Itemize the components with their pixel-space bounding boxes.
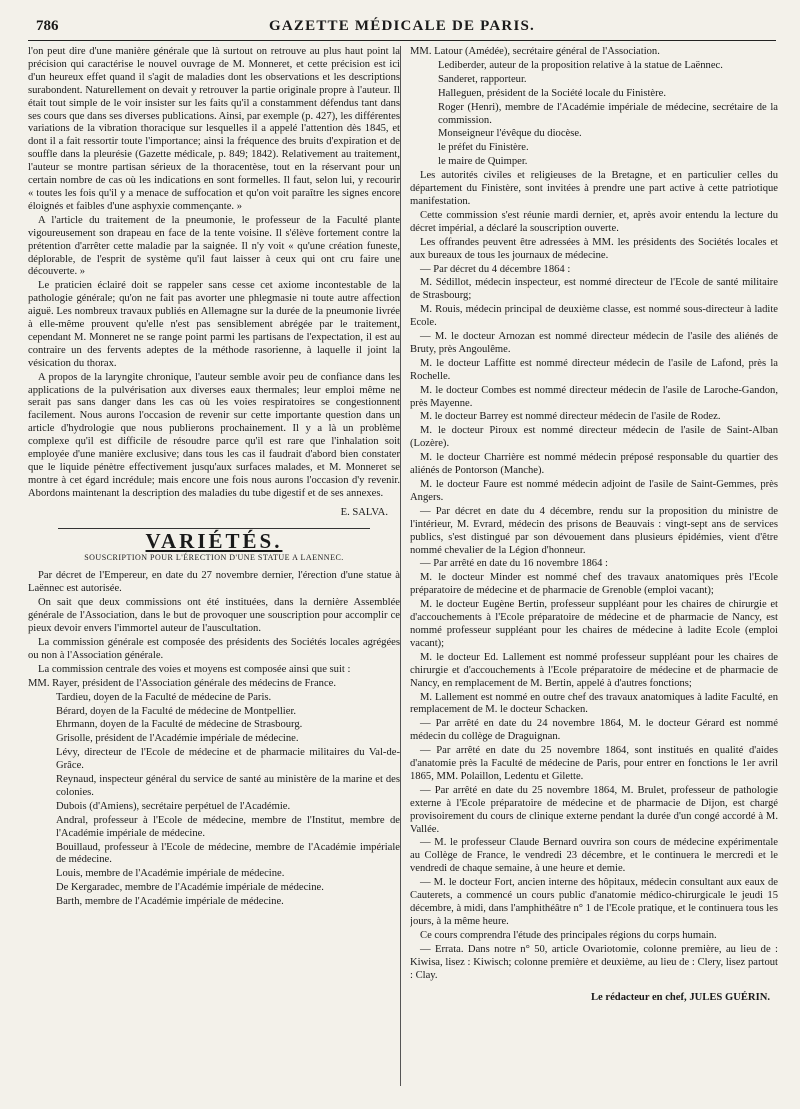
news-item: — Par arrêté en date du 25 novembre 1864, sont institués en qualité d'aides d'anatomie près la Faculté de médecine de Paris, pour entrer en fonctions le 1er avril 1865, MM. Polaillon, Ledentu et Gilette.	[410, 745, 778, 782]
paragraph: Les offrandes peuvent être adressées à MM. les présidents des Sociétés locales et aux bureaux de tous les journaux de médecine.	[410, 236, 778, 261]
news-item: M. le docteur Faure est nommé médecin adjoint de l'asile de Saint-Gemmes, près Angers.	[410, 479, 778, 503]
member-entry: Barth, membre de l'Académie impériale de médecine.	[56, 896, 284, 908]
section-subheading: SOUSCRIPTION POUR L'ÉRECTION D'UNE STATUE A LAENNEC.	[84, 552, 344, 562]
paragraph: A propos de la laryngite chronique, l'auteur semble avoir peu de confiance dans les applications de la pulvérisation aux diverses eaux thermales; leur emploi même ne serait pas sans danger dans les cas où les voies respiratoires se congestionnent facilement. Nous aurons l'occasion de revenir sur cette importante question dans un article d'hydrologie que nous publierons prochainement. Il y a là un problème complexe qu'il est difficile de résoudre parce qu'il est rare que l'inhalation soit employée d'une manière exclusive; dans tous les cas il faudrait d'abord bien constater que le liquide pénètre effectivement jusqu'aux surfaces malades, et M. Monneret se montre à cet égard incrédule; mais encore une fois nous aurons l'occasion d'y revenir. Abordons maintenant la description des maladies du tube digestif et de ses annexes.	[28, 371, 400, 499]
news-item: M. le docteur Ed. Lallement est nommé professeur suppléant pour les chaires de chirurgie et d'accouchements à l'Ecole préparatoire de médecine et de pharmacie de Nancy, en remplacement de M. Bertin, appelé à d'autres fonctions;	[410, 651, 778, 689]
paragraph: l'on peut dire d'une manière générale que là surtout on retrouve au plus haut point la précision qui caractérise le nouvel ouvrage de M. Monneret, et cette précision est ici d'un heureux effet quand il s'agit de maladies dont les observations et les descriptions surabondent. Naturellement on devait y retrouver la partie originale propre à l'auteur. Il était tout simple de le voir insister sur les faits qu'il a constamment défendus tant dans ses cours que dans ses diverses publications. Ainsi, par exemple (p. 427), les différentes variations de la vibration thoracique sur lesquelles il a appelé l'attention dès 1845, et dont il a fait ressortir toute l'importance; ainsi la fréquence des bruits d'expiration et de souffle dans la pleurésie (Gazette médicale, p. 849; 1842). Relativement au traitement, l'auteur se montre partisan sérieux de la thoracentèse, tout en la réservant pour un certain nombre de cas où les indications en sont formelles. Il faut, selon lui, y recourir « toutes les fois qu'il y a menace de suffocation et qu'on voit paraître les signes encore éloignés et faibles d'une asphyxie commençante. »	[28, 46, 400, 212]
member-entry: MM. Latour (Amédée), secrétaire général de l'Association.	[410, 46, 660, 57]
paragraph: Les autorités civiles et religieuses de la Bretagne, et en particulier celles du département du Finistère, sont invitées à prendre une part active à cette patriotique manifestation.	[410, 170, 778, 207]
member-entry: Bérard, doyen de la Faculté de médecine de Montpellier.	[56, 705, 297, 717]
news-item: M. Sédillot, médecin inspecteur, est nommé directeur de l'Ecole de santé militaire de Strasbourg;	[410, 277, 778, 302]
member-entry: Andral, professeur à l'Ecole de médecine, membre de l'Institut, membre de l'Académie impériale de médecine.	[56, 814, 400, 839]
news-item: — M. le docteur Arnozan est nommé directeur médecin de l'asile des aliénés de Bruty, près Angoulême.	[410, 331, 778, 355]
news-item: M. le docteur Minder est nommé chef des travaux anatomiques près l'Ecole préparatoire de médecine et de pharmacie de Grenoble (emploi vacant);	[410, 572, 778, 597]
member-entry: Lediberder, auteur de la proposition relative à la statue de Laënnec.	[438, 59, 723, 71]
news-item: — Par arrêté en date du 24 novembre 1864, M. le docteur Gérard est nommé médecin du collège de Draguignan.	[410, 718, 778, 743]
news-item: Ce cours comprendra l'étude des principales régions du corps humain.	[420, 929, 717, 941]
member-entry: De Kergaradec, membre de l'Académie impériale de médecine.	[56, 882, 324, 894]
paragraph: Par décret de l'Empereur, en date du 27 novembre dernier, l'érection d'une statue à Laënnec est autorisée.	[28, 570, 400, 595]
page-number: 786	[36, 18, 59, 34]
member-entry: le préfet du Finistère.	[438, 142, 529, 154]
member-entry: Dubois (d'Amiens), secrétaire perpétuel de l'Académie.	[56, 800, 291, 812]
news-item: M. Rouis, médecin principal de deuxième classe, est nommé sous-directeur à ladite Ecole.	[410, 304, 778, 329]
member-entry: Lévy, directeur de l'Ecole de médecine et de pharmacie militaires du Val-de-Grâce.	[56, 747, 400, 772]
news-item: M. le docteur Combes est nommé directeur médecin de l'asile de Laroche-Gandon, près Mayenne.	[410, 384, 778, 409]
news-item: M. le docteur Barrey est nommé directeur médecin de l'asile de Rodez.	[420, 411, 721, 423]
news-item: M. le docteur Charrière est nommé médecin préposé responsable du quartier des aliénés de Pontorson (Manche).	[410, 452, 778, 477]
editor-signature: Le rédacteur en chef, JULES GUÉRIN.	[590, 992, 770, 1004]
news-item: — M. le professeur Claude Bernard ouvrira son cours de médecine expérimentale au Collège de France, le vendredi 23 décembre, et le continuera le mercredi et le vendredi de chaque semaine, à une heure et demie.	[410, 837, 778, 875]
paragraph: A l'article du traitement de la pneumonie, le professeur de la Faculté plante vigoureusement son drapeau en face de la tente voisine. Il s'élève fortement contre la prétention d'arrêter cette maladie par la saignée. Il n'y voit « qu'une création funeste, déplorable, de l'esprit de système qu'il faut laisser à ceux qui ont cru faire une découverte. »	[28, 214, 400, 278]
news-item: — Par arrêté en date du 25 novembre 1864, M. Brulet, professeur de pathologie externe à l'Ecole préparatoire de médecine et de pharmacie de Dijon, est chargé provisoirement du cours de clinique externe pendant la durée d'un congé accordé à M. Vallée.	[410, 784, 778, 835]
member-entry: Roger (Henri), membre de l'Académie impériale de médecine, secrétaire de la commission.	[438, 101, 778, 126]
news-item: — Par arrêté en date du 16 novembre 1864 :	[420, 558, 608, 570]
news-item: M. Lallement est nommé en outre chef des travaux anatomiques à ladite Faculté, en remplacement de M. le docteur Schacken.	[410, 691, 778, 716]
errata-item: — Errata. Dans notre n° 50, article Ovariotomie, colonne première, au lieu de : Kiwisa, lisez : Kiwisch; colonne première et deuxième, au lieu de : Clery, lisez partout : Clay.	[410, 943, 778, 981]
member-entry: Grisolle, président de l'Académie impériale de médecine.	[56, 733, 299, 745]
news-item: M. le docteur Piroux est nommé directeur médecin de l'asile de Saint-Alban (Lozère).	[410, 425, 778, 450]
paragraph: La commission centrale des voies et moyens est composée ainsi que suit :	[38, 663, 351, 675]
member-entry: Ehrmann, doyen de la Faculté de médecine de Strasbourg.	[56, 719, 303, 731]
news-item: M. le docteur Laffitte est nommé directeur médecin de l'asile de Lafond, près la Rochelle.	[410, 357, 778, 382]
journal-title: GAZETTE MÉDICALE DE PARIS.	[269, 18, 535, 34]
author-signature: E. SALVA.	[340, 506, 388, 518]
member-entry: MM. Rayer, président de l'Association générale des médecins de France.	[28, 677, 337, 689]
news-item: — Par décret en date du 4 décembre, rendu sur la proposition du ministre de l'intérieur, M. Evrard, médecin des prisons de Beauvais : vingt-sept ans de services publics, s'est distingué par son dévouement dans plusieurs épidémies, vient d'être nommé chevalier de la Légion d'honneur.	[410, 505, 778, 556]
right-column	[410, 46, 778, 1096]
member-entry: Halleguen, président de la Société locale du Finistère.	[438, 87, 666, 99]
member-entry: Bouillaud, professeur à l'Ecole de médecine, membre de l'Académie impériale de médecine.	[56, 841, 400, 866]
member-entry: Monseigneur l'évêque du diocèse.	[438, 128, 582, 140]
news-item: M. le docteur Eugène Bertin, professeur suppléant pour les chaires de chirurgie et d'accouchements à l'Ecole préparatoire de médecine et de pharmacie de Nancy, est nommé professeur suppléant pour les chaires de médecine à ladite Ecole (emploi vacant);	[410, 599, 778, 649]
paragraph: Le praticien éclairé doit se rappeler sans cesse cet axiome incontestable de la pathologie générale; qu'on ne fait pas avorter une phlegmasie ni toute autre affection aiguë. Les nombreux travaux publiés en Allemagne sur la durée de la pneumonie livrée à elle-même prouvent qu'elle n'est pas sensiblement abrégée par le traitement, cependant M. Monneret ne se range point parmi les partisans de l'expectation, il est au contraire un des fervents adeptes de la méthode rasorienne, à laquelle il joint la vésication du thorax.	[28, 280, 400, 369]
left-column	[28, 46, 400, 1096]
member-entry: le maire de Quimper.	[438, 156, 528, 168]
member-entry: Tardieu, doyen de la Faculté de médecine de Paris.	[56, 691, 272, 703]
member-entry: Reynaud, inspecteur général du service de santé au ministère de la marine et des colonies.	[56, 774, 400, 798]
paragraph: La commission générale est composée des présidents des Sociétés locales agrégées ou non à l'Association générale.	[28, 636, 400, 661]
news-item: — M. le docteur Fort, ancien interne des hôpitaux, médecin consultant aux eaux de Cauterets, a commencé un cours public d'anatomie médico-chirurgicale le jeudi 15 décembre, à midi, dans l'amphithéâtre n° 1 de l'Ecole pratique, et le continuera tous les jours, à la même heure.	[410, 877, 778, 927]
paragraph: On sait que deux commissions ont été instituées, dans la dernière Assemblée générale de l'Association, dans le but de provoquer une souscription pour accomplir ce pieux devoir envers l'immortel auteur de l'auscultation.	[28, 597, 400, 635]
page-header	[28, 12, 776, 41]
column-divider	[400, 46, 401, 1086]
member-entry: Louis, membre de l'Académie impériale de médecine.	[56, 868, 285, 880]
member-entry: Sanderet, rapporteur.	[438, 73, 527, 85]
paragraph: Cette commission s'est réunie mardi dernier, et, après avoir entendu la lecture du décret impérial, a déclaré la souscription ouverte.	[410, 209, 778, 234]
news-item: — Par décret du 4 décembre 1864 :	[420, 263, 571, 275]
section-heading: VARIÉTÉS.	[145, 528, 283, 553]
